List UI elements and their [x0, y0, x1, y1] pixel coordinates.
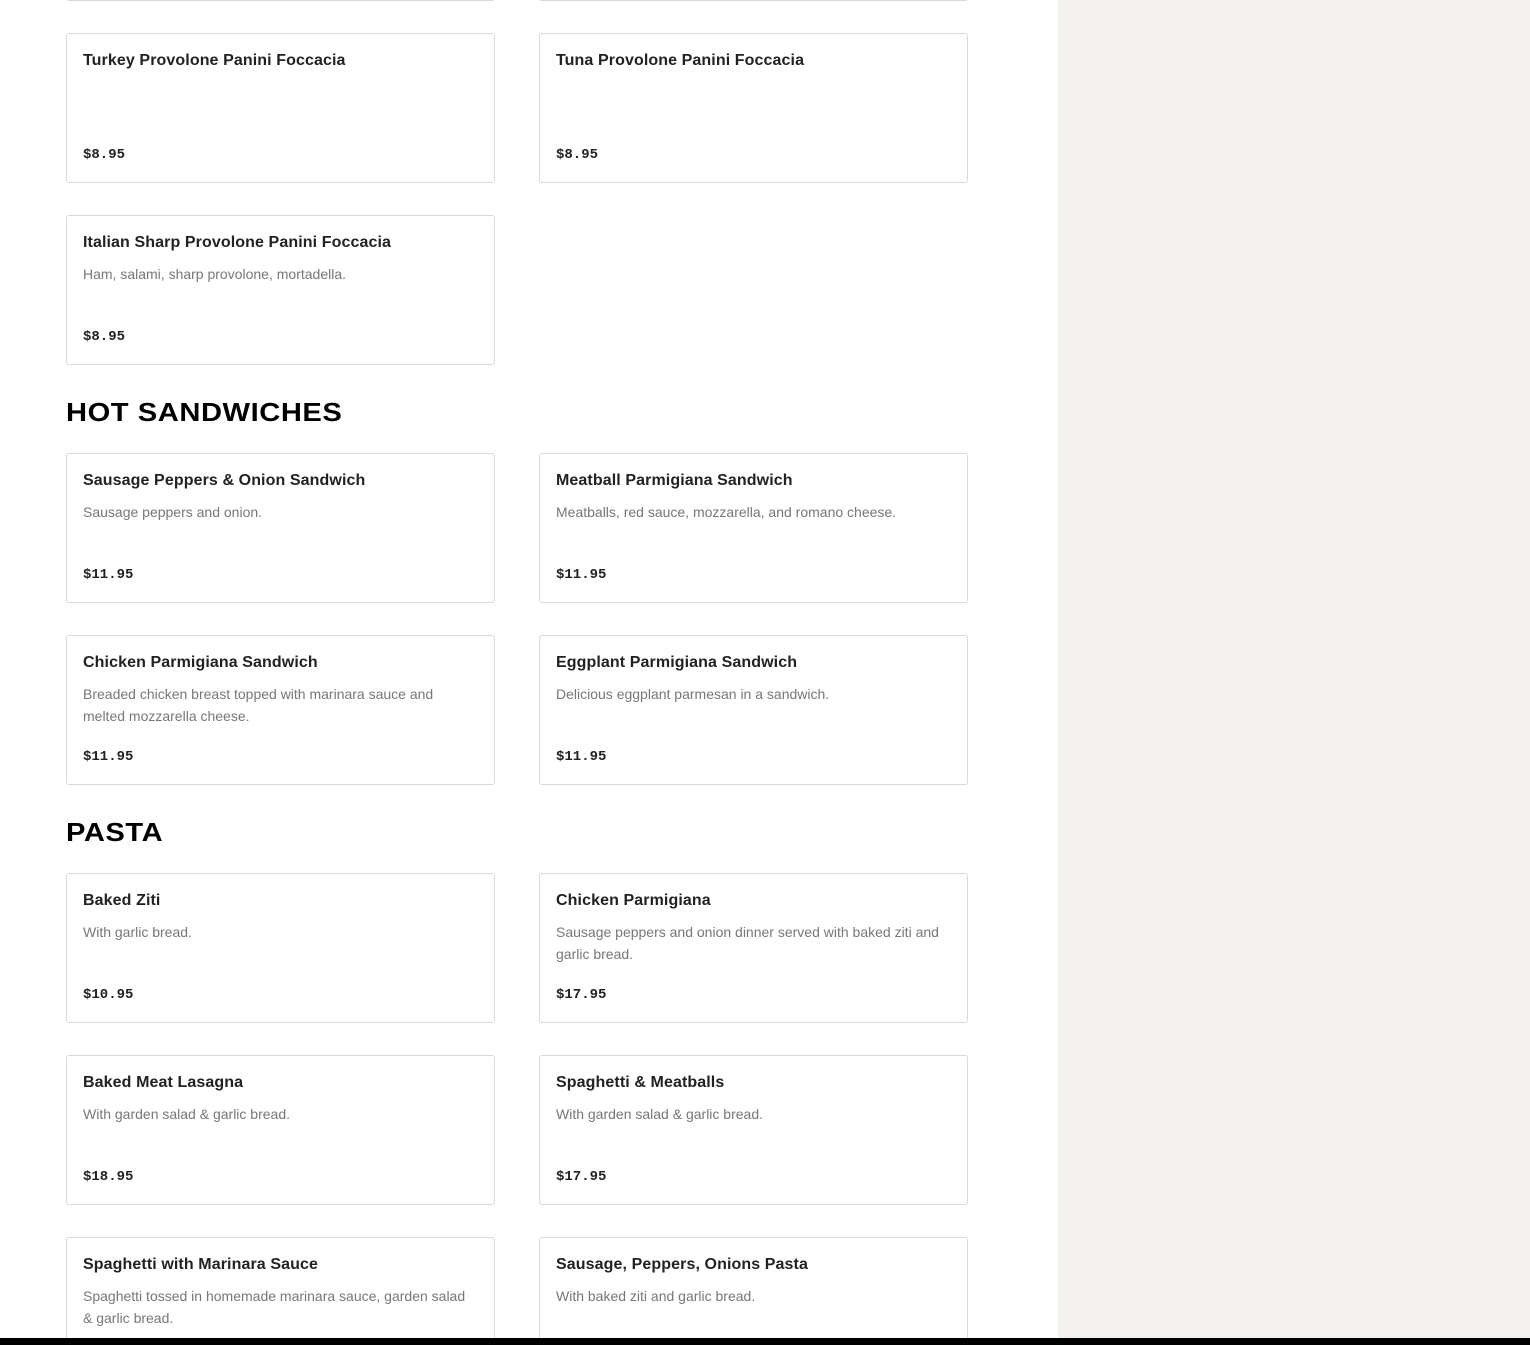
side-panel	[1058, 0, 1530, 1345]
menu-item-name: Tuna Provolone Panini Foccacia	[556, 52, 805, 69]
menu-item-name: Meatball Parmigiana Sandwich	[556, 472, 793, 489]
menu-item-description: With garden salad & garlic bread.	[556, 1106, 763, 1122]
menu-item-description: Sausage peppers and onion.	[83, 504, 263, 520]
menu-item-name: Turkey Provolone Panini Foccacia	[83, 52, 346, 69]
menu-item-card[interactable]	[66, 215, 495, 365]
menu-item-price: $10.95	[83, 987, 134, 1003]
menu-item-description: With garlic bread.	[83, 924, 192, 940]
menu-item-name: Baked Ziti	[83, 892, 161, 909]
menu-item-description: Ham, salami, sharp provolone, mortadella.	[83, 266, 347, 282]
menu-item-description: Breaded chicken breast topped with marinara sauce and melted mozzarella cheese.	[83, 686, 434, 724]
menu-item-price: $11.95	[556, 567, 607, 583]
section-heading-pasta: PASTA	[66, 817, 164, 847]
bottom-bar	[0, 1338, 1530, 1345]
menu-item-card[interactable]	[539, 873, 968, 1023]
menu-item-card[interactable]	[66, 33, 495, 183]
menu-item-description: Delicious eggplant parmesan in a sandwich.	[556, 686, 830, 702]
menu-item-name: Chicken Parmigiana	[556, 892, 711, 909]
menu-item-price: $8.95	[556, 147, 599, 163]
menu-item-name: Baked Meat Lasagna	[83, 1074, 244, 1091]
menu-item-name: Italian Sharp Provolone Panini Foccacia	[83, 234, 391, 251]
menu-item-price: $17.95	[556, 987, 607, 1003]
menu-item-card[interactable]	[539, 1237, 968, 1345]
menu-item-description: With baked ziti and garlic bread.	[556, 1288, 756, 1304]
menu-item-price: $8.95	[83, 329, 126, 345]
menu-item-card[interactable]	[539, 635, 968, 785]
menu-item-description: Sausage peppers and onion dinner served with baked ziti and garlic bread.	[556, 924, 939, 962]
menu-item-card[interactable]	[66, 1237, 495, 1345]
menu-item-description: With garden salad & garlic bread.	[83, 1106, 290, 1122]
menu-item-name: Spaghetti & Meatballs	[556, 1074, 725, 1091]
menu-item-price: $17.95	[556, 1169, 607, 1185]
menu-item-card[interactable]	[66, 453, 495, 603]
menu-item-price: $8.95	[83, 147, 126, 163]
menu-item-name: Spaghetti with Marinara Sauce	[83, 1256, 318, 1273]
menu-item-price: $11.95	[556, 749, 607, 765]
menu-item-card[interactable]	[66, 635, 495, 785]
menu-item-price: $11.95	[83, 567, 134, 583]
menu-item-card[interactable]	[66, 1055, 495, 1205]
menu-item-card-partial[interactable]	[539, 0, 968, 1]
menu-item-price: $11.95	[83, 749, 134, 765]
menu-item-description: Spaghetti tossed in homemade marinara sauce, garden salad & garlic bread.	[83, 1288, 466, 1326]
menu-item-card[interactable]	[539, 453, 968, 603]
menu-item-card[interactable]	[539, 33, 968, 183]
menu-item-description: Meatballs, red sauce, mozzarella, and romano cheese.	[556, 504, 897, 520]
menu-item-card[interactable]	[539, 1055, 968, 1205]
menu-item-name: Eggplant Parmigiana Sandwich	[556, 654, 798, 671]
menu-item-name: Sausage Peppers & Onion Sandwich	[83, 472, 366, 489]
menu-item-card[interactable]	[66, 873, 495, 1023]
menu-item-price: $18.95	[83, 1169, 134, 1185]
menu-item-card-partial[interactable]	[66, 0, 495, 1]
section-heading-hot-sandwiches: HOT SANDWICHES	[66, 397, 343, 427]
menu-item-name: Sausage, Peppers, Onions Pasta	[556, 1256, 808, 1273]
menu-item-name: Chicken Parmigiana Sandwich	[83, 654, 318, 671]
